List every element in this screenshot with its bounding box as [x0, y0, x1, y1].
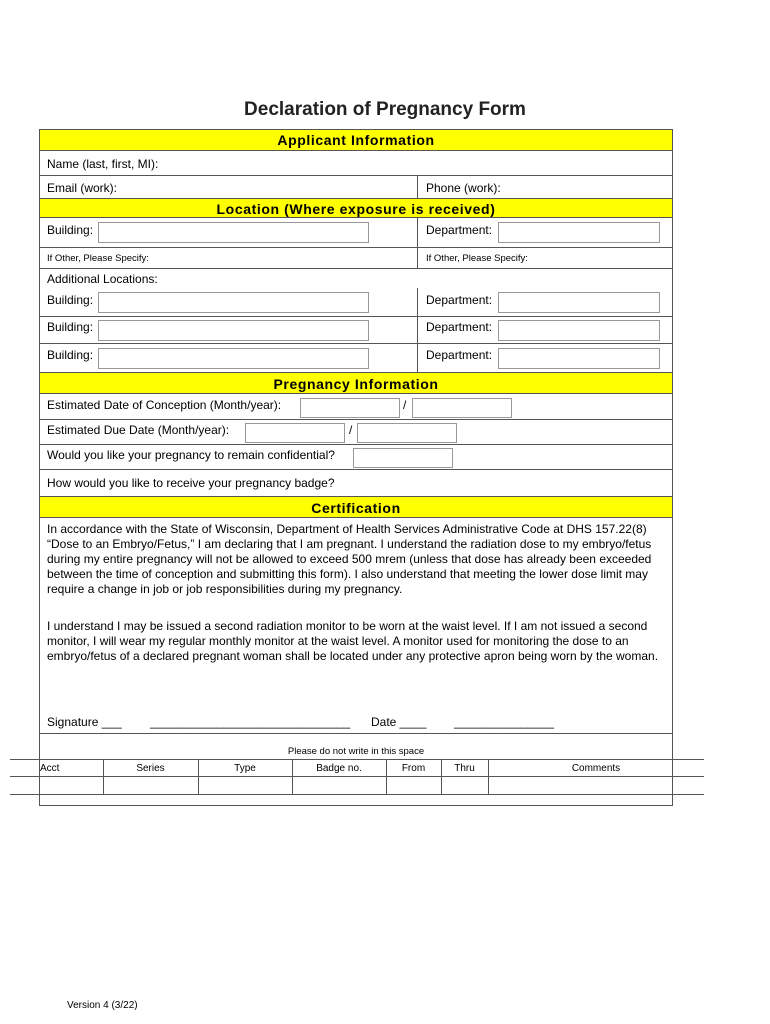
col-thru: Thru — [454, 763, 475, 774]
department-label-4: Department: — [426, 348, 493, 362]
due-slash: / — [349, 423, 353, 437]
col-badge-no: Badge no. — [316, 763, 362, 774]
department-input-2[interactable] — [498, 292, 660, 313]
other-department-label: If Other, Please Specify: — [426, 253, 528, 264]
section-pregnancy-header: Pregnancy Information — [40, 372, 672, 394]
building-label-4: Building: — [47, 348, 94, 362]
conception-year-input[interactable] — [412, 398, 512, 418]
badge-label: How would you like to receive your pregnancy badge? — [47, 476, 335, 490]
conception-slash: / — [403, 398, 407, 412]
section-certification-header: Certification — [40, 496, 672, 518]
additional-locations-label: Additional Locations: — [47, 272, 158, 286]
office-use-note: Please do not write in this space — [287, 746, 425, 757]
building-label-3: Building: — [47, 320, 94, 334]
name-label: Name (last, first, MI): — [47, 157, 159, 171]
building-input-2[interactable] — [98, 292, 369, 313]
building-input[interactable] — [98, 222, 369, 243]
page-title: Declaration of Pregnancy Form — [244, 99, 526, 120]
col-comments: Comments — [571, 763, 621, 774]
building-label-2: Building: — [47, 293, 94, 307]
confidential-label: Would you like your pregnancy to remain confidential? — [47, 448, 335, 462]
department-label: Department: — [426, 223, 493, 237]
signature-line[interactable]: ______________________________ — [150, 715, 351, 729]
date-label: Date ____ — [371, 715, 427, 729]
other-building-label: If Other, Please Specify: — [47, 253, 149, 264]
col-from: From — [401, 763, 426, 774]
conception-date-label: Estimated Date of Conception (Month/year): — [47, 398, 282, 412]
department-input-4[interactable] — [498, 348, 660, 369]
version-label: Version 4 (3/22) — [67, 1000, 138, 1011]
section-applicant-header: Applicant Information — [40, 130, 672, 151]
conception-month-input[interactable] — [300, 398, 400, 418]
due-year-input[interactable] — [357, 423, 457, 443]
certification-paragraph-2: I understand I may be issued a second radiation monitor to be worn at the waist level. If I am not issued a second monitor, I will wear my regular monthly monitor at the waist level. A monitor used for monitoring the dose to an embryo/fetus of a declared pregnant woman shall be located under any protective apron being worn by the woman. — [47, 619, 659, 663]
col-acct: Acct — [40, 763, 60, 774]
building-input-4[interactable] — [98, 348, 369, 369]
email-label: Email (work): — [47, 181, 118, 195]
due-month-input[interactable] — [245, 423, 345, 443]
col-series: Series — [136, 763, 165, 774]
due-date-label: Estimated Due Date (Month/year): — [47, 423, 230, 437]
signature-label: Signature ___ — [47, 715, 122, 729]
confidential-input[interactable] — [353, 448, 453, 468]
date-line[interactable]: _______________ — [454, 715, 555, 729]
building-label: Building: — [47, 223, 94, 237]
department-input-3[interactable] — [498, 320, 660, 341]
department-label-2: Department: — [426, 293, 493, 307]
section-location-header: Location (Where exposure is received) — [40, 198, 672, 218]
col-type: Type — [234, 763, 256, 774]
certification-paragraph-1: In accordance with the State of Wisconsin, Department of Health Services Administrative Code at DHS 157.22(8) “Dose to an Embryo/Fetus,” I am declaring that I am pregnant. I understand the radiation dose to my embryo/fetus during my entire pregnancy will not be allowed to exceed 500 mrem (unless that dose has already been exceeded between the time of conception and submitting this form). I also understand that meeting the lower dose limit may require a change in job or job responsibilities during my pregnancy. — [47, 522, 652, 596]
building-input-3[interactable] — [98, 320, 369, 341]
department-input[interactable] — [498, 222, 660, 243]
phone-label: Phone (work): — [426, 181, 501, 195]
department-label-3: Department: — [426, 320, 493, 334]
pregnancy-form — [39, 129, 673, 806]
